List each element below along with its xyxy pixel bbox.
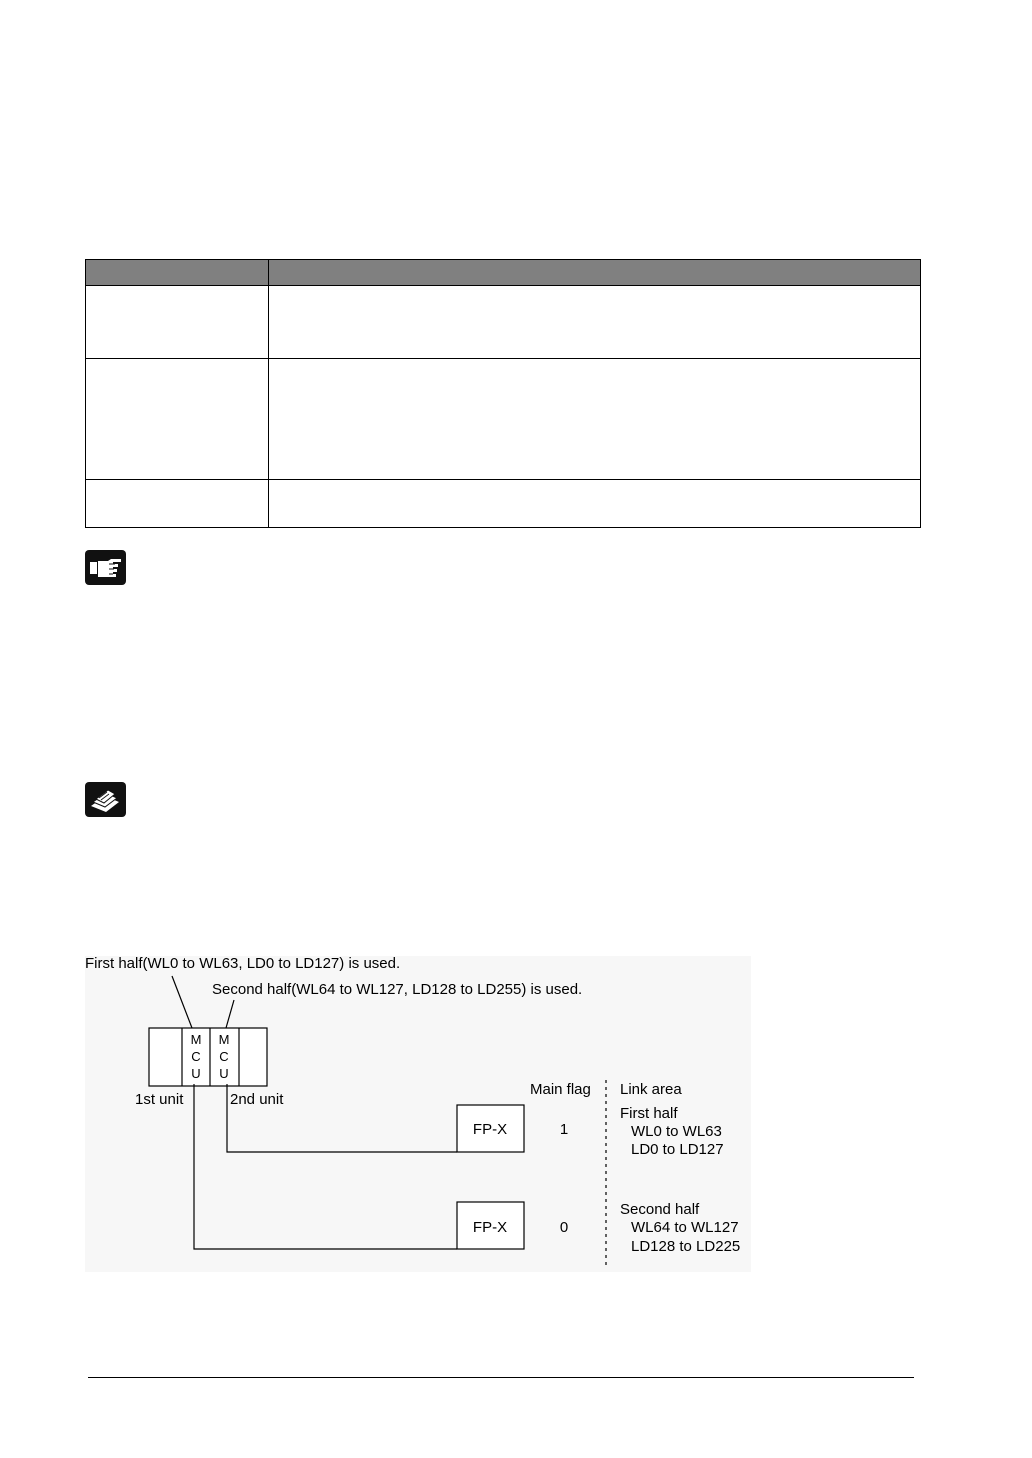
table-cell	[86, 286, 269, 358]
link-area-1-line2: LD0 to LD127	[631, 1141, 724, 1158]
table-cell	[269, 480, 920, 527]
link-area-1-line1: WL0 to WL63	[631, 1123, 722, 1140]
fpx-unit-2-label: FP-X	[472, 1219, 508, 1236]
mcu2-letter: U	[219, 1066, 229, 1081]
unit1-label: 1st unit	[135, 1091, 184, 1108]
table-row	[86, 358, 920, 479]
link-area-1-title: First half	[620, 1105, 678, 1122]
table-cell	[86, 480, 269, 527]
table-header-cell	[86, 260, 269, 285]
first-half-label: First half(WL0 to WL63, LD0 to LD127) is used.	[85, 955, 401, 972]
fpx-unit-1-label: FP-X	[472, 1121, 508, 1138]
link-area-diagram	[82, 948, 762, 1274]
unit2-label: 2nd unit	[230, 1091, 284, 1108]
table-cell	[269, 359, 920, 479]
table-header-row	[86, 260, 920, 285]
footer-divider	[88, 1377, 914, 1378]
link-area-2-line1: WL64 to WL127	[631, 1219, 739, 1236]
table-row	[86, 285, 920, 358]
mcu1-letter: U	[191, 1066, 201, 1081]
pointing-hand-icon	[85, 550, 126, 585]
main-flag-1: 1	[559, 1121, 569, 1138]
table-header-cell	[269, 260, 920, 285]
link-area-header: Link area	[620, 1081, 682, 1098]
mcu2-letter: M	[218, 1032, 230, 1047]
table-cell	[86, 359, 269, 479]
link-area-2-title: Second half	[620, 1201, 700, 1218]
settings-table	[85, 259, 921, 528]
main-flag-header: Main flag	[530, 1081, 591, 1098]
plc-rack	[149, 1028, 267, 1086]
main-flag-2: 0	[559, 1219, 569, 1236]
mcu1-letter: M	[190, 1032, 202, 1047]
table-row	[86, 479, 920, 527]
second-half-label: Second half(WL64 to WL127, LD128 to LD255) is used.	[212, 981, 583, 998]
reference-book-icon	[85, 782, 126, 817]
mcu2-letter: C	[219, 1049, 229, 1064]
link-area-2-line2: LD128 to LD225	[631, 1238, 741, 1255]
table-cell	[269, 286, 920, 358]
mcu1-letter: C	[191, 1049, 201, 1064]
